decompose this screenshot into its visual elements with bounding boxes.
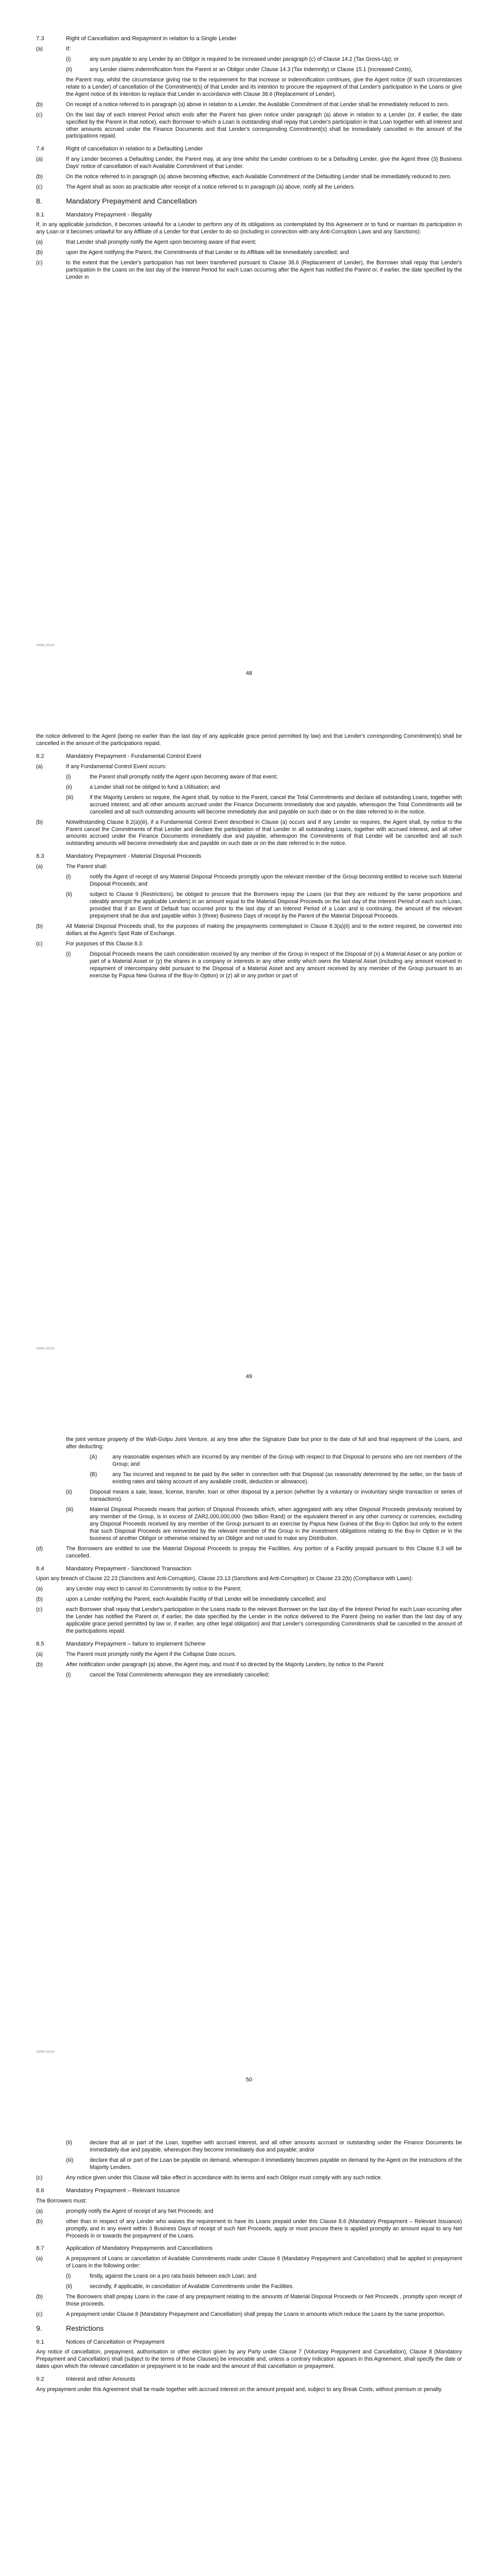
- subclause-heading: [36, 2338, 462, 2346]
- list-item-text: any reasonable expenses which are incurred by any member of the Group with respect to that Disposal to persons who are not members of the Group; and: [112, 1453, 462, 1467]
- document-reference: 120505_021120: [36, 2050, 55, 2054]
- list-item-text: The Agent shall as soon as practicable after receipt of a notice referred to in paragraph (a) above, notify all the Lenders.: [66, 184, 355, 191]
- list-item: [36, 1454, 462, 1468]
- list-item-text: For purposes of this Clause 8.3:: [66, 940, 144, 947]
- clause-title: Mandatory Prepayment - Sanctioned Transaction: [66, 1565, 192, 1572]
- list-item-text: that Lender shall promptly notify the Agent upon becoming aware of that event;: [66, 239, 257, 246]
- list-marker: (d): [36, 1545, 43, 1552]
- list-item-text: If:: [66, 45, 71, 52]
- list-marker: (b): [36, 819, 43, 825]
- subclause-heading: [36, 753, 462, 760]
- document-page: [0, 0, 498, 703]
- list-marker: (ii): [66, 1488, 72, 1495]
- list-item: [36, 101, 462, 109]
- clause-number: 9.2: [36, 2376, 44, 2383]
- clause-title: Application of Mandatory Prepayments and Cancellations: [66, 2245, 213, 2252]
- list-item-text: After notification under paragraph (a) above, the Agent may, and must if so directed by the Majority Lenders, by notice to the Parent:: [66, 1661, 385, 1668]
- list-item: [36, 184, 462, 191]
- list-marker: (c): [36, 2174, 43, 2181]
- list-item-text: any Tax incurred and required to be paid by the seller in connection with that Disposal (as reasonably determined by the seller, on the basis of existing rates and taking account of any available credit, deduction or allowance).: [112, 1471, 462, 1485]
- page-body: [36, 733, 462, 983]
- list-item: [36, 941, 462, 948]
- list-item: [36, 874, 462, 888]
- list-marker: (c): [36, 940, 43, 947]
- subclause-heading: [36, 2245, 462, 2252]
- list-item-text: promptly notify the Agent of receipt of any Net Proceeds; and: [66, 2208, 213, 2214]
- list-marker: (i): [66, 951, 71, 957]
- list-item-text: firstly, against the Loans on a pro rata basis between each Loan; and: [90, 2273, 257, 2280]
- list-marker: (b): [36, 249, 43, 256]
- list-marker: (a): [36, 1586, 43, 1592]
- list-marker: (i): [66, 2273, 71, 2280]
- subclause-heading: [36, 35, 462, 43]
- list-item: [36, 2311, 462, 2318]
- list-item: [36, 794, 462, 816]
- list-item: [36, 2218, 462, 2240]
- list-item-text: On receipt of a notice referred to in paragraph (a) above in relation to a Lender, the Available Commitment of that Lender shall be immediately reduced to zero.: [66, 101, 449, 108]
- list-item-text: On the notice referred to in paragraph (a) above becoming effective, each Available Commitment of the Defaulting Lender shall be immediately reduced to zero.: [66, 174, 452, 180]
- list-marker: (i): [66, 56, 71, 62]
- page-body: [36, 1436, 462, 1682]
- list-item-text: Material Disposal Proceeds means that portion of Disposal Proceeds which, when aggregated with any other Disposal Proceeds previously received by any member of the Group, is in excess of ZAR2,000,000,000 (two billion Rand) or the equivalent thereof in any other currency or currencies, excluding any Disposal Proceeds received by any member of the Group pursuant to an exercise by Papua New Guinea of the Buy-In Option but only to the extent that such Disposal Proceeds are reinvested by the relevant member of the Group in the investment obligations relating to the Buy-In Option or in the business of another Obligor or otherwise retained by an Obligor and not used to make any Distribution.: [90, 1506, 462, 1541]
- list-item: [36, 1489, 462, 1503]
- paragraph: Any notice of cancellation, prepayment, authorisation or other election given by any Party under Clause 7 (Voluntary Prepayment and Cancellation), Clause 8 (Mandatory Prepayment and Cancellation) shall (subject to the terms of those Clauses) be irrevocable and, unless a contrary indication appears in this Agreement, shall specify the date or dates upon which the relevant cancellation or prepayment is to be made and the amount of that cancellation or prepayment.: [36, 2349, 462, 2370]
- list-item: [36, 1471, 462, 1486]
- list-marker: (ii): [66, 784, 72, 790]
- list-marker: (a): [36, 45, 43, 52]
- list-item-text: to the extent that the Lender's participation has not been transferred pursuant to Clause 38.6 (Replacement of Lender), the Borrower shall repay that Lender's participation in the Loans on the last day of the Interest Period for each Loan occurring after the Agent has notified the Parent or, if earlier, the date specified by the Lender in: [66, 260, 462, 281]
- list-marker: (i): [66, 1671, 71, 1678]
- list-marker: (A): [90, 1453, 97, 1460]
- paragraph: If, in any applicable jurisdiction, it becomes unlawful for a Lender to perform any of its obligations as contemplated by this Agreement or to fund or maintain its participation in any Loan or it becomes unlawful for any Affiliate of a Lender for that Lender to do so (including in connection with any Anti-Corruption Laws and any Sanctions):: [36, 222, 462, 235]
- list-item: [36, 1546, 462, 1560]
- page-number: 48: [245, 670, 253, 676]
- list-item-text: A prepayment under Clause 8 (Mandatory Prepayment and Cancellation) shall prepay the Loans in amounts which reduce the Loans by the same proportion.: [66, 2311, 445, 2318]
- list-item: [36, 1506, 462, 1543]
- clause-heading: [36, 196, 462, 206]
- list-item: [36, 1672, 462, 1679]
- clause-title: Notices of Cancellation or Prepayment: [66, 2338, 164, 2345]
- list-item-text: each Borrower shall repay that Lender's participation in the Loans made to the relevant Borrower on the last day of the Interest Period for each Loan occurring after the Lender has notified the Parent or, if earlier, the date specified by the Lender in the notice delivered to the Parent (being no earlier than the last day of any applicable grace period permitted by law or, if earlier, any other legal obligation) and that Lender's corresponding Commitments shall be cancelled in the amount of the participations repaid.: [66, 1606, 462, 1635]
- list-item-text: a Lender shall not be obliged to fund a Utilisation; and: [90, 784, 220, 790]
- paragraph: Any prepayment under this Agreement shall be made together with accrued interest on the amount prepaid and, subject to any Break Costs, without premium or penalty.: [36, 2386, 443, 2393]
- list-item: [36, 2208, 462, 2215]
- list-item: [36, 56, 462, 63]
- list-marker: (a): [36, 863, 43, 870]
- clause-number: 9.1: [36, 2338, 44, 2345]
- list-item-text: All Material Disposal Proceeds shall, for the purposes of making the prepayments contemplated in Clause 8.3(a)(ii) and to the extent required, be converted into dollars at the Agent's Spot Rate of Exchange.: [66, 923, 462, 937]
- list-item: [36, 66, 462, 74]
- list-marker: (a): [36, 763, 43, 770]
- list-item: [36, 819, 462, 848]
- paragraph: the Parent may, whilst the circumstance giving rise to the requirement for that increase or indemnification continues, give the Agent notice (if such circumstances relate to a Lender) of cancellation of the Commitment(s) of that Lender and its intention to procure the repayment of that Lender's participation in the Loans or give the Agent notice of its intention to replace that Lender in accordance with Clause 38.6 (Replacement of Lender).: [66, 76, 462, 97]
- list-item: [36, 2157, 462, 2172]
- clause-title: Right of cancellation in relation to a Defaulting Lender: [66, 146, 203, 152]
- paragraph: The Borrowers must:: [36, 2197, 87, 2204]
- list-item-text: Any notice given under this Clause will take effect in accordance with its terms and each Obligor must comply with any such notice.: [66, 2174, 383, 2181]
- paragraph: the notice delivered to the Agent (being no earlier than the last day of any applicable grace period permitted by law) and that Lender's corresponding Commitment(s) shall be cancelled in the amount of the participations repaid.: [36, 733, 462, 747]
- list-item: [36, 1596, 462, 1603]
- list-marker: (b): [36, 2218, 43, 2225]
- list-item-text: On the last day of each Interest Period which ends after the Parent has given notice under paragraph (a) above in relation to a Lender (or, if earlier, the date specified by the Parent in that notice), each Borrower to which a Loan is outstanding shall repay that Lender's participation in that Loan together with all interest and other amounts accrued under the Finance Documents and that Lender's corresponding Commitment(s) shall be immediately cancelled in the amount of the participations repaid.: [66, 111, 462, 140]
- clause-number: 8.7: [36, 2245, 44, 2252]
- list-item: [36, 260, 462, 281]
- list-item-text: The Borrowers shall prepay Loans in the case of any prepayment relating to the amounts of Material Disposal Proceeds or Net Proceeds , promptly upon receipt of those proceeds.: [66, 2294, 462, 2308]
- list-item-text: upon a Lender notifying the Parent, each Available Facility of that Lender will be immediately cancelled; and: [66, 1596, 326, 1603]
- list-item-text: A prepayment of Loans or cancellation of Available Commitments made under Clause 8 (Mandatory Prepayment and Cancellation) shall be applied in prepayment of Loans in the following order:: [66, 2256, 462, 2269]
- clause-number: 7.4: [36, 146, 44, 152]
- clause-title: Mandatory Prepayment – Relevant Issuance: [66, 2187, 180, 2194]
- list-marker: (iii): [66, 2157, 74, 2163]
- clause-number: 8.4: [36, 1565, 44, 1572]
- list-marker: (a): [36, 156, 43, 163]
- list-marker: (c): [36, 184, 43, 191]
- list-item-text: any Lender may elect to cancel its Commitments by notice to the Parent;: [66, 1586, 242, 1592]
- document-page: [0, 1406, 498, 2110]
- list-marker: (ii): [66, 2283, 72, 2290]
- list-item: [36, 174, 462, 181]
- page-number: 49: [245, 1374, 253, 1380]
- list-item-text: If any Fundamental Control Event occurs:: [66, 763, 167, 770]
- list-marker: (a): [36, 239, 43, 246]
- list-marker: (a): [36, 2256, 43, 2262]
- list-marker: (ii): [66, 2140, 72, 2146]
- list-item-text: The Borrowers are entitled to use the Material Disposal Proceeds to prepay the Facilities. Any portion of a Facility prepaid pursuant to this Clause 8.3 will be cancelled.: [66, 1545, 462, 1559]
- list-item: [36, 2140, 462, 2154]
- list-item: [36, 951, 462, 980]
- clause-number: 8.2: [36, 753, 44, 759]
- list-item: [36, 1651, 462, 1658]
- clause-title: Mandatory Prepayment – failure to implement Scheme: [66, 1641, 206, 1648]
- paragraph: the joint venture property of the Wafi-Golpu Joint Venture, at any time after the Signature Date but prior to the date of full and final repayment of the Loans, and after deducting:: [66, 1436, 462, 1450]
- list-item: [36, 2273, 462, 2280]
- clause-number: 9.: [36, 2324, 42, 2333]
- list-marker: (b): [36, 174, 43, 180]
- list-item: [36, 2283, 462, 2291]
- list-item-text: cancel the Total Commitments whereupon they are immediately cancelled;: [90, 1671, 270, 1678]
- list-item: [36, 156, 462, 171]
- clause-number: 8.6: [36, 2187, 44, 2194]
- list-marker: (b): [36, 1596, 43, 1603]
- list-item-text: subject to Clause 9 (Restrictions), be obliged to procure that the Borrowers repay the Loans (so that they are reduced by the same proportions and rateably amongst the applicable Lenders) in an amount equal to the Material Disposal Proceeds on the last day of the Interest Period of each such Loan, provided that if an Event of Default has occurred prior to the last day of an Interest Period of a Loan and is continuing, the amount of the relevant prepayment shall be due and payable within 3 (three) Business Days of receipt by the Parent of the Material Disposal Proceeds.: [90, 891, 462, 919]
- list-item-text: Notwithstanding Clause 8.2(a)(iii), if a Fundamental Control Event described in Clause (a) occurs and if any Lender so requires, the Agent shall, by notice to the Parent cancel the Commitments of that Lender and declare the participation of that Lender in all outstanding Loans, together with accrued interest, and all other amounts accrued under the Finance Documents immediately due and payable, whereupon the Commitments of that Lender will be cancelled and all such outstanding amounts will become immediately due and payable on such date or on the date referred to in the notice.: [66, 819, 462, 847]
- list-item-text: other than in respect of any Lender who waives the requirement to have its Loans prepaid under this Clause 8.6 (Mandatory Prepayment – Relevant Issuance) promptly, and in any event within 3 Business Days of receipt of such Net Proceeds, apply or must procure there is applied promptly an amount equal to any Net Proceeds in or towards the prepayment of the Loans.: [66, 2218, 462, 2239]
- list-marker: (c): [36, 2311, 43, 2318]
- list-item: [36, 239, 462, 246]
- list-item: [36, 1606, 462, 1635]
- subclause-heading: [36, 2376, 462, 2383]
- list-item: [36, 923, 462, 938]
- clause-number: 8.5: [36, 1641, 44, 1648]
- list-marker: (i): [66, 773, 71, 780]
- paragraph: Upon any breach of Clause 22.23 (Sanctions and Anti-Corruption), Clause 23.13 (Sanctions and Anti-Corruption) or Clause 23.2(b) (Compliance with Laws):: [36, 1575, 413, 1582]
- list-item: [36, 249, 462, 257]
- list-item: [36, 1586, 462, 1593]
- document-page: [0, 703, 498, 1406]
- clause-number: 8.3: [36, 853, 44, 860]
- list-marker: (c): [36, 111, 43, 118]
- page-body: [36, 30, 462, 284]
- list-item-text: If any Lender becomes a Defaulting Lender, the Parent may, at any time whilst the Lender continues to be a Defaulting Lender, give the Agent three (3) Business Days' notice of cancellation of each Available Commitment of that Lender.: [66, 156, 462, 170]
- subclause-heading: [36, 145, 462, 153]
- list-marker: (b): [36, 923, 43, 929]
- clause-title: Right of Cancellation and Repayment in relation to a Single Lender: [66, 36, 237, 42]
- list-item-text: any sum payable to any Lender by an Obligor is required to be increased under paragraph (c) of Clause 14.2 (Tax Gross-Up); or: [90, 56, 399, 62]
- list-item-text: upon the Agent notifying the Parent, the Commitments of that Lender or its Affiliate will be immediately cancelled; and: [66, 249, 349, 256]
- clause-heading: [36, 2324, 462, 2333]
- subclause-heading: [36, 853, 462, 860]
- list-marker: (b): [36, 2294, 43, 2300]
- clause-title: Mandatory Prepayment and Cancellation: [66, 197, 197, 206]
- clause-number: 7.3: [36, 36, 44, 42]
- clause-title: Restrictions: [66, 2324, 104, 2333]
- subclause-heading: [36, 1640, 462, 1648]
- list-item-text: declare that all or part of the Loan be payable on demand, whereupon it immediately becomes payable on demand by the Agent on the instructions of the Majority Lenders.: [90, 2157, 462, 2171]
- list-item-text: The Parent must promptly notify the Agent if the Collapse Date occurs.: [66, 1651, 237, 1657]
- list-item: [36, 112, 462, 141]
- list-item: [36, 2256, 462, 2270]
- list-marker: (c): [36, 260, 43, 266]
- list-item-text: the Parent shall promptly notify the Agent upon becoming aware of that event;: [90, 773, 278, 780]
- list-item: [36, 891, 462, 920]
- list-marker: (i): [66, 874, 71, 880]
- list-marker: (ii): [66, 66, 72, 73]
- list-item: [36, 1662, 462, 1669]
- clause-title: Interest and other Amounts: [66, 2376, 136, 2383]
- list-marker: (b): [36, 1661, 43, 1668]
- clause-title: Mandatory Prepayment - Material Disposal Proceeds: [66, 853, 202, 860]
- subclause-heading: [36, 211, 462, 219]
- list-marker: (iii): [66, 1506, 74, 1513]
- list-marker: (iii): [66, 794, 74, 801]
- page-body: [36, 2140, 462, 2397]
- document-reference: 120505_021120: [36, 644, 55, 647]
- list-marker: (b): [36, 101, 43, 108]
- document-reference: 120505_021120: [36, 1347, 55, 1350]
- list-item-text: any Lender claims indemnification from the Parent or an Obligor under Clause 14.3 (Tax Indemnity) or Clause 15.1 (Increased Costs),: [90, 66, 412, 73]
- list-item-text: Disposal Proceeds means the cash consideration received by any member of the Group in respect of the Disposal of (x) a Material Asset or any portion or part of a Material Asset or (y) the shares in a company or interests in any other entity which owns the Material Asset (including any amount received in repayment of intercompany debt pursuant to the Disposal of a Material Asset and any amount received by any member of the Group pursuant to an exercise by Papua New Guinea of the Buy-In Option) or (z) all or any portion or part of: [90, 951, 462, 979]
- clause-title: Mandatory Prepayment - Illegality: [66, 211, 152, 218]
- list-item: [36, 764, 462, 771]
- document-page: [0, 2110, 498, 2576]
- subclause-heading: [36, 1565, 462, 1573]
- list-item-text: if the Majority Lenders so require, the Agent shall, by notice to the Parent, cancel the Total Commitments and declare all outstanding Loans, together with accrued interest, and all other amounts accrued under the Finance Documents immediately due and payable, whereupon the Total Commitments will be cancelled and all such outstanding amounts will become immediately due and payable on such date or on the date referred to in the notice.: [90, 794, 462, 815]
- list-item: [36, 784, 462, 791]
- list-marker: (B): [90, 1471, 97, 1478]
- list-marker: (c): [36, 1606, 43, 1613]
- list-item: [36, 46, 462, 53]
- list-item: [36, 774, 462, 781]
- list-item: [36, 2294, 462, 2308]
- clause-title: Mandatory Prepayment - Fundamental Control Event: [66, 753, 202, 759]
- list-marker: (a): [36, 1651, 43, 1657]
- subclause-heading: [36, 2187, 462, 2195]
- list-item: [36, 2175, 462, 2182]
- list-item-text: Disposal means a sale, lease, license, transfer, loan or other disposal by a person (whether by a voluntary or involuntary single transaction or series of transactions).: [90, 1488, 462, 1502]
- list-item-text: notify the Agent of receipt of any Material Disposal Proceeds promptly upon the relevant member of the Group becoming entitled to receive such Material Disposal Proceeds; and: [90, 874, 462, 888]
- page-number: 50: [245, 2077, 253, 2083]
- list-marker: (a): [36, 2208, 43, 2214]
- list-item: [36, 863, 462, 871]
- list-item-text: secondly, if applicable, in cancellation of Available Commitments under the Facilities.: [90, 2283, 294, 2290]
- list-item-text: declare that all or part of the Loan, together with accrued interest, and all other amounts accrued or outstanding under the Finance Documents be immediately due and payable, whereupon they become immediately due and payable; and/or: [90, 2140, 462, 2153]
- list-item-text: The Parent shall:: [66, 863, 108, 870]
- clause-number: 8.: [36, 197, 42, 206]
- clause-number: 8.1: [36, 211, 44, 218]
- list-marker: (ii): [66, 891, 72, 898]
